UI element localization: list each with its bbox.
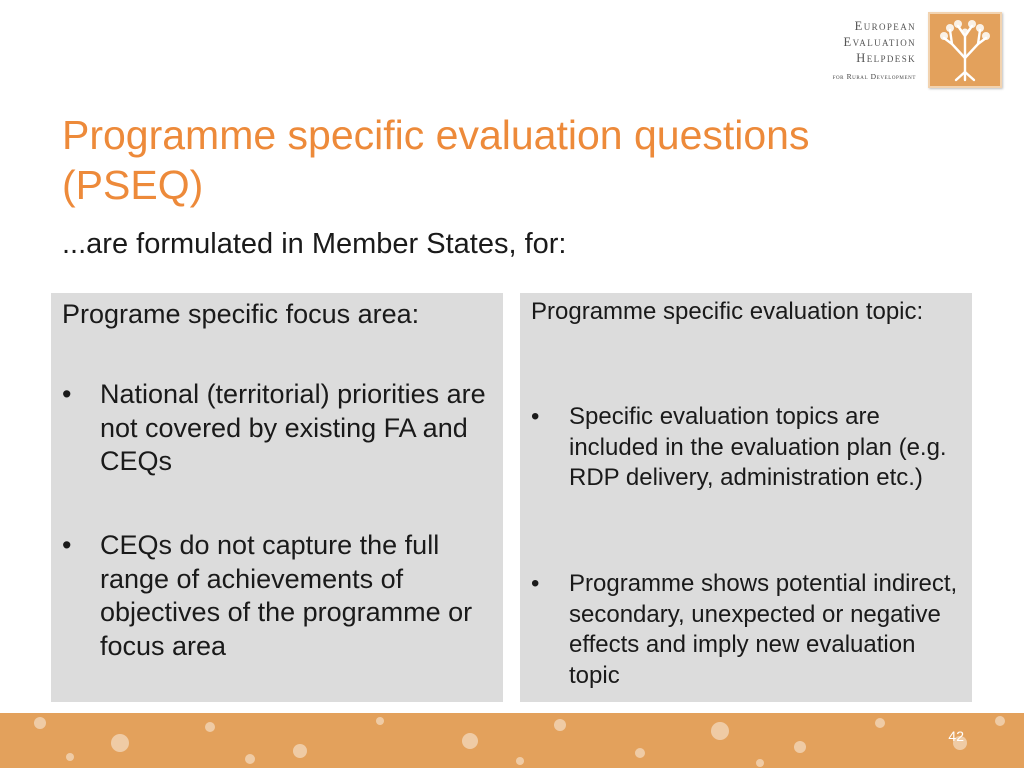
footer-band [0, 713, 1024, 768]
left-bullet-1-text: National (territorial) priorities are not covered by existing FA and CEQs [100, 379, 486, 476]
logo [833, 12, 1002, 88]
tree-icon [928, 12, 1002, 88]
left-panel-heading: Programe specific focus area: [62, 299, 420, 329]
left-bullet-2 [62, 529, 502, 663]
right-bullet-2-text: Programme shows potential indirect, secondary, unexpected or negative effects and imply new evaluation topic [569, 570, 958, 689]
bullet-icon: • [531, 403, 540, 430]
logo-line-1: European [854, 19, 916, 33]
logo-line-2: Evaluation [843, 35, 916, 49]
page-number: 42 [948, 728, 964, 744]
bullet-icon: • [62, 530, 72, 560]
right-bullet-2 [531, 569, 961, 691]
right-panel [520, 293, 972, 702]
logo-text [833, 18, 916, 81]
left-panel [51, 293, 503, 702]
right-bullet-1-text: Specific evaluation topics are included in the evaluation plan (e.g. RDP delivery, administration etc.) [569, 403, 947, 491]
bullet-icon: • [62, 379, 72, 409]
right-panel-heading: Programme specific evaluation topic: [531, 298, 924, 325]
left-bullet-1 [62, 378, 502, 479]
logo-line-3: Helpdesk [856, 51, 916, 65]
footer-texture [0, 713, 1024, 768]
bullet-icon: • [531, 570, 540, 597]
logo-subline: for Rural Development [832, 72, 916, 81]
slide-title: Programme specific evaluation questions (PSEQ) [62, 112, 810, 208]
left-bullet-2-text: CEQs do not capture the full range of achievements of objectives of the programme or focus area [100, 530, 473, 661]
slide-subtitle: ...are formulated in Member States, for: [62, 228, 567, 260]
right-bullet-1 [531, 402, 961, 494]
